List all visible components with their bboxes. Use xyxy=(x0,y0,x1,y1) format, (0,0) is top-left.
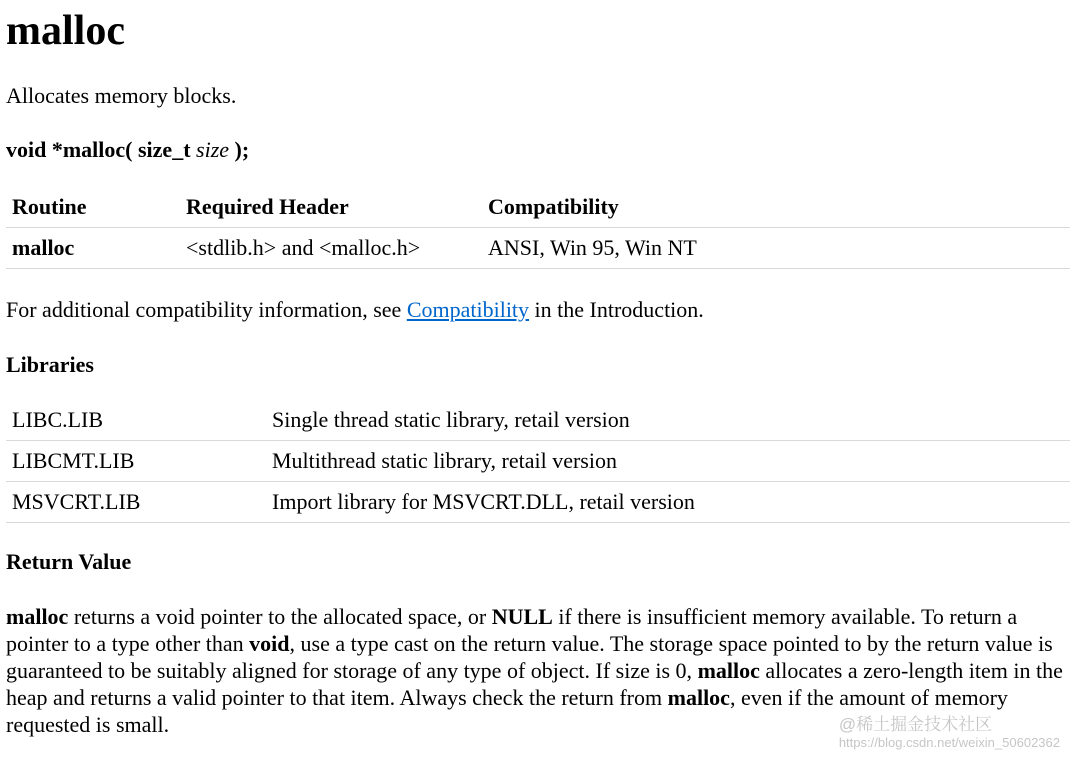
table-row xyxy=(6,400,1070,441)
document-page xyxy=(0,4,1070,738)
return-value-heading: Return Value xyxy=(6,549,132,574)
rv-part: malloc xyxy=(6,604,69,629)
rv-part: void xyxy=(249,631,290,656)
compatibility-table xyxy=(6,187,1070,269)
rv-part: returns a void pointer to the allocated space, or xyxy=(68,604,492,629)
rv-part: malloc xyxy=(667,685,730,710)
watermark-brand: @稀土掘金技术社区 xyxy=(838,715,993,734)
syntax-suffix: ); xyxy=(229,137,250,162)
page-title: malloc xyxy=(6,8,125,54)
compatibility-info xyxy=(6,297,1068,323)
library-name-cell: MSVCRT.LIB xyxy=(6,482,266,523)
column-header-required-header: Required Header xyxy=(180,187,482,228)
library-description-cell: Import library for MSVCRT.DLL, retail version xyxy=(266,482,1070,523)
watermark xyxy=(839,710,1060,750)
rv-part: , even if the amount of memory requested is small. xyxy=(6,685,1008,737)
watermark-url: https://blog.csdn.net/weixin_50602362 xyxy=(838,735,1060,750)
table-row xyxy=(6,228,1070,269)
rv-part: malloc xyxy=(697,658,760,683)
library-description-cell: Single thread static library, retail version xyxy=(266,400,1070,441)
column-header-compatibility: Compatibility xyxy=(482,187,1070,228)
syntax-prefix: void *malloc( size_t xyxy=(6,137,197,162)
compatibility-link[interactable]: Compatibility xyxy=(406,297,530,322)
library-description-cell: Multithread static library, retail version xyxy=(266,441,1070,482)
required-header-cell: <stdlib.h> and <malloc.h> xyxy=(180,228,482,269)
table-row xyxy=(6,482,1070,523)
routine-cell: malloc xyxy=(6,228,180,269)
rv-part: if there is insufficient memory available. To return a pointer to a type other than xyxy=(6,604,1018,656)
library-name-cell: LIBC.LIB xyxy=(6,400,266,441)
function-description: Allocates memory blocks. xyxy=(6,83,237,108)
rv-part: , use a type cast on the return value. The storage space pointed to by the return value is guaranteed to be suitably aligned for storage of any type of object. If size is 0, xyxy=(6,631,1053,683)
table-header-row xyxy=(6,187,1070,228)
compatibility-cell: ANSI, Win 95, Win NT xyxy=(482,228,1070,269)
rv-part: allocates a zero-length item in the heap and returns a valid pointer to that item. Always check the return from xyxy=(6,658,1063,710)
syntax-param: size xyxy=(196,137,230,162)
function-syntax xyxy=(6,137,1068,163)
table-row xyxy=(6,441,1070,482)
compat-info-after: in the Introduction. xyxy=(529,297,704,322)
column-header-routine: Routine xyxy=(6,187,180,228)
rv-part: NULL xyxy=(491,604,553,629)
compat-info-before: For additional compatibility information, see xyxy=(6,297,407,322)
library-name-cell: LIBCMT.LIB xyxy=(6,441,266,482)
libraries-heading: Libraries xyxy=(6,352,94,377)
libraries-table xyxy=(6,400,1070,523)
